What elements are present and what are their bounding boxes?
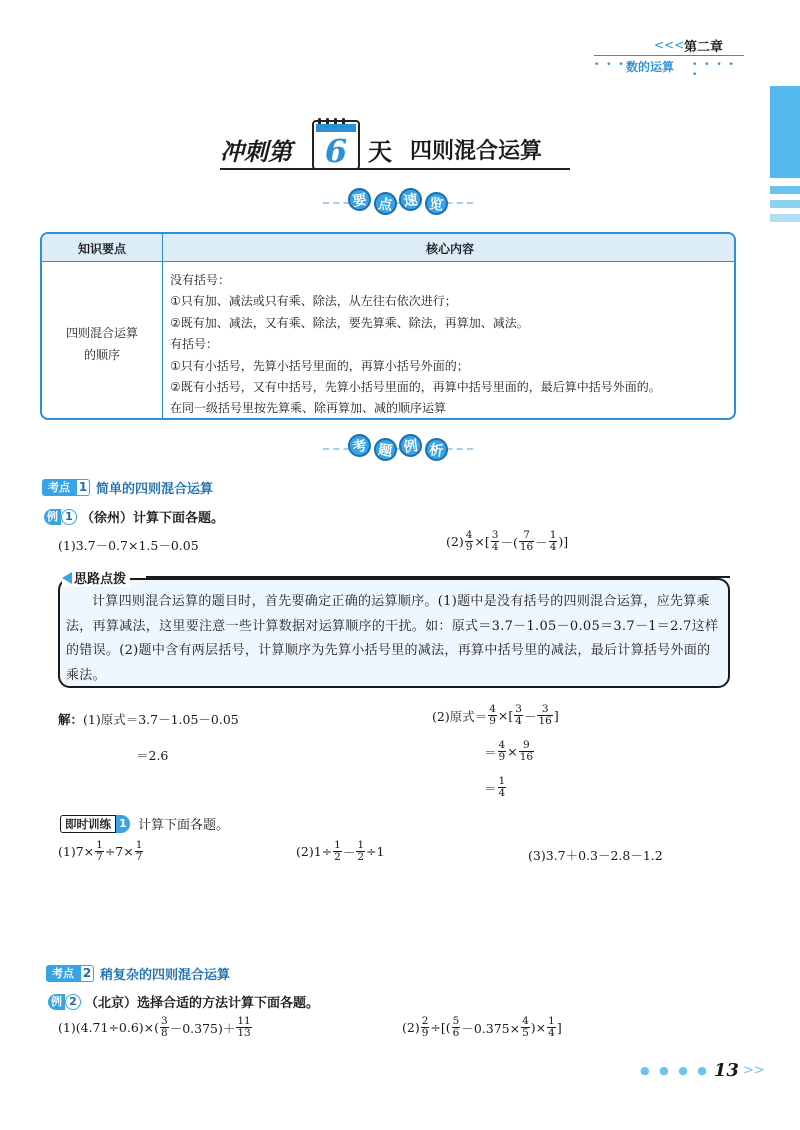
solution-1-line1: 解： (1)原式＝3.7－1.05－0.05	[58, 712, 239, 727]
calendar-icon	[312, 120, 360, 170]
hint-text: 计算四则混合运算的题目时，首先要确定正确的运算顺序。(1)题中是没有括号的四则混合运算，应先算乘法，再算减法，这里要注意一些计算数据对运算顺序的干扰。如：原式＝3.7－1.05－0.05＝3.7－1＝2.7这样的错误。(2)题中含有两层括号，计算顺序为先算小括号里的减法，再算中括号里的减法，最后计算括号外面的乘法。	[66, 594, 719, 683]
example-2-q2: (2) $\frac{2}{9}$ ÷[( $\frac{5}{6}$ －0.375× $\frac{4}{5}$ )× $\frac{1}{4}$ ]	[402, 1015, 562, 1039]
solution-2-line1: (2)原式＝ $\frac{4}{9}$ ×[ $\frac{3}{4}$ － $\frac{3}{16}$ ]	[432, 703, 559, 727]
table-line: 没有括号：	[170, 273, 231, 287]
kaodian-1-title: 简单的四则混合运算	[96, 481, 214, 497]
solution-2-line2: ＝ $\frac{4}{9}$ × $\frac{9}{16}$	[484, 739, 534, 763]
table-line: ②既有小括号，又有中括号，先算小括号里面的，再算中括号里面的，最后算中括号外面的。	[170, 380, 661, 395]
kaodian-2-tag: 考点 2 稍复杂的四则混合运算	[46, 964, 230, 982]
title-suffix: 天	[368, 137, 392, 166]
chapter-header	[594, 36, 744, 80]
training-1-q3: (3)3.7＋0.3－2.8－1.2	[528, 848, 663, 863]
table-line: ①只有小括号，先算小括号里面的，再算小括号外面的；	[170, 358, 469, 373]
training-1-tag: 即时训练 1 计算下面各题。	[60, 814, 229, 833]
example-2-tag: 例 2 （北京）选择合适的方法计算下面各题。	[48, 992, 319, 1011]
table-col2-header: 核心内容	[425, 242, 474, 256]
page-title	[220, 120, 580, 176]
banner-key-points	[323, 188, 473, 218]
chapter-subtitle: 数的运算	[626, 60, 675, 74]
banner-char: 览	[423, 191, 449, 217]
table-line: 有括号：	[170, 337, 219, 352]
table-content	[170, 270, 730, 420]
banner-char: 速	[398, 187, 424, 213]
banner-char: 题	[372, 437, 398, 463]
page-number: ● ● ● ● 13 >>	[640, 1060, 765, 1081]
chapter-label: 第二章	[684, 40, 724, 55]
example-1-q1: (1)3.7－0.7×1.5－0.05	[58, 538, 199, 553]
table-line: 在同一级括号里按先算乘、除再算加、减的顺序运算	[170, 401, 447, 416]
banner-char: 要	[347, 187, 373, 213]
knowledge-table	[40, 232, 736, 420]
table-topic: 四则混合运算 的顺序	[65, 326, 138, 362]
example-1-tag: 例 1 （徐州）计算下面各题。	[44, 507, 224, 526]
banner-char: 例	[398, 433, 424, 459]
hint-title: 思路点拨	[62, 568, 130, 587]
speaker-icon	[62, 572, 72, 584]
banner-examples	[323, 434, 473, 464]
table-line: ①只有加、减法或只有乘、除法，从左往右依次进行；	[170, 294, 457, 309]
training-1-q2: (2)1÷ $\frac{1}{2}$ － $\frac{1}{2}$ ÷1	[296, 839, 385, 863]
example-2-text: （北京）选择合适的方法计算下面各题。	[85, 996, 320, 1011]
title-prefix: 冲刺第	[220, 137, 292, 166]
table-line: ②既有加、减法，又有乘、除法，要先算乘、除法，再算加、减法。	[170, 315, 529, 330]
day-number: 6	[324, 132, 348, 170]
kaodian-2-title: 稍复杂的四则混合运算	[100, 967, 231, 983]
chapter-arrows: <<<	[654, 38, 685, 52]
title-topic: 四则混合运算	[410, 139, 543, 164]
banner-char: 点	[372, 191, 398, 217]
training-1-q1: (1)7× $\frac{1}{7}$ ÷7× $\frac{1}{7}$	[58, 839, 143, 863]
example-2-q1: (1)(4.71÷0.6)×( $\frac{3}{8}$ －0.375)＋ $\frac{11}{13}$	[58, 1015, 251, 1039]
example-1-text: （徐州）计算下面各题。	[81, 511, 225, 526]
header-dots-left: • • • •	[594, 60, 638, 70]
table-col1-header: 知识要点	[77, 242, 126, 256]
banner-char: 析	[423, 437, 449, 463]
header-rule	[594, 55, 744, 56]
solution-2-line3: ＝ $\frac{1}{4}$	[484, 775, 506, 799]
kaodian-1-tag: 考点 1 简单的四则混合运算	[42, 478, 213, 496]
header-dots-right: • • • • •	[692, 60, 736, 80]
solution-1-line2: ＝2.6	[136, 748, 169, 763]
side-tab	[770, 86, 800, 236]
example-1-q2: (2) $\frac{4}{9}$ ×[ $\frac{3}{4}$ －( $\frac{7}{16}$ － $\frac{1}{4}$ )]	[446, 529, 569, 553]
training-1-text: 计算下面各题。	[138, 818, 230, 833]
banner-char: 考	[347, 433, 373, 459]
